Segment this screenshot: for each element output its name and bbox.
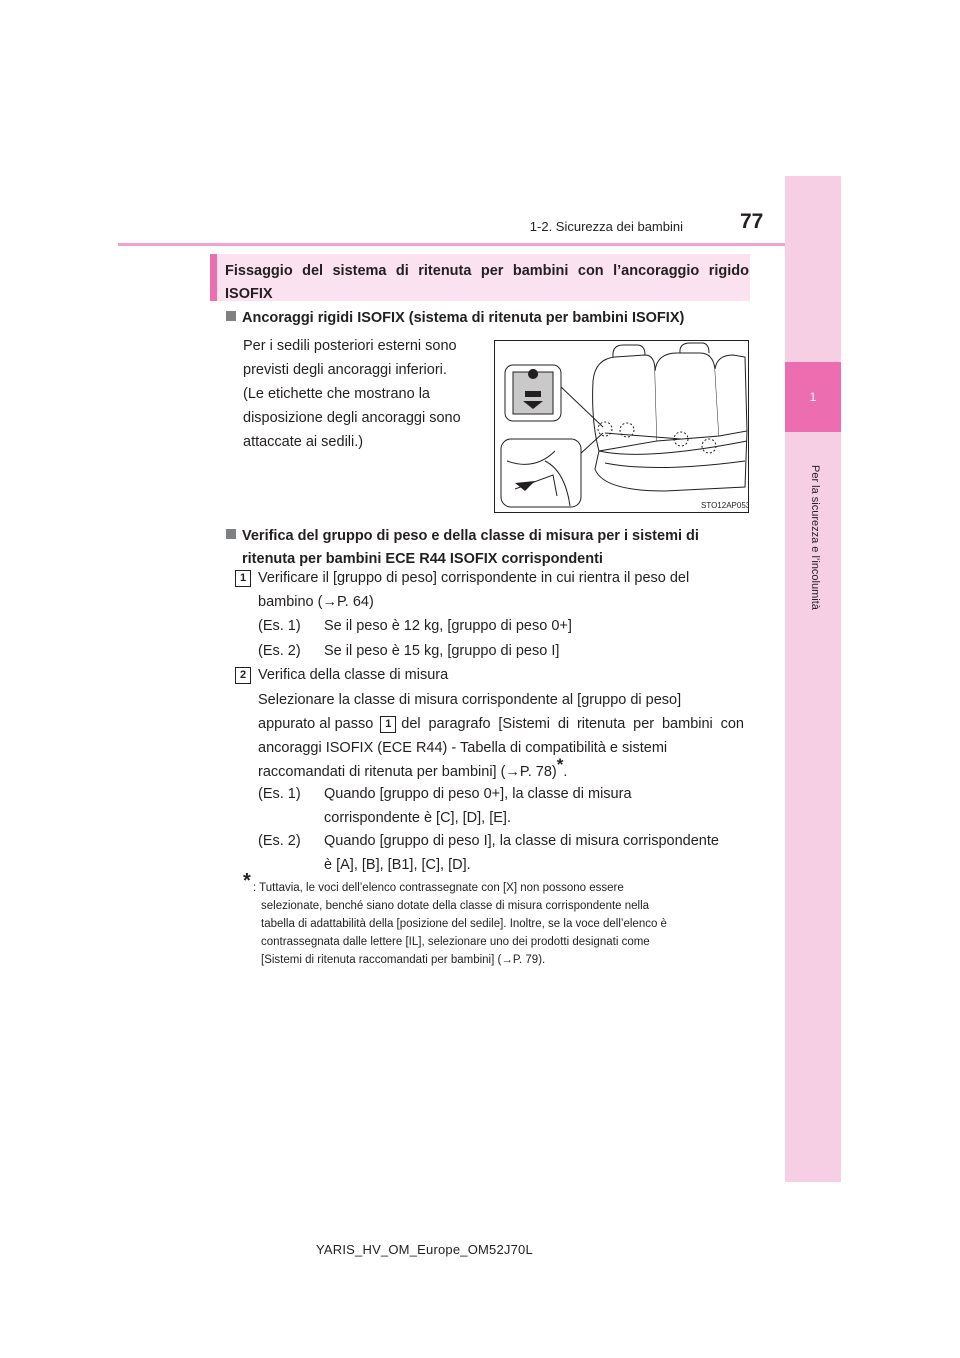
step2-example-1 bbox=[258, 782, 744, 826]
step2-text bbox=[258, 688, 744, 784]
topic-title-box bbox=[210, 254, 750, 301]
text-fragment: raccomandati di ritenuta per bambini] (→P. 78) bbox=[258, 764, 557, 780]
text-line: bambino (→P. 64) bbox=[258, 594, 374, 610]
square-bullet-icon bbox=[226, 311, 236, 321]
section1-text bbox=[243, 334, 477, 454]
text-line: corrispondente è [C], [D], [E]. bbox=[324, 810, 511, 826]
text-line: è [A], [B], [B1], [C], [D]. bbox=[324, 857, 471, 873]
footnote-line: selezionate, benché siano dotate della classe di misura corrispondente nella bbox=[261, 900, 650, 912]
footnote bbox=[253, 879, 744, 969]
figure-code: STO12AP053 bbox=[701, 501, 748, 510]
rear-seat-drawing bbox=[495, 341, 748, 512]
step2-example-2 bbox=[258, 829, 744, 873]
topic-title: Fissaggio del sistema di ritenuta per bambini con l’ancoraggio rigido ISOFIX bbox=[225, 263, 749, 302]
step-number-2: 2 bbox=[235, 667, 251, 684]
inline-step-number: 1 bbox=[380, 716, 396, 733]
chapter-title: Per la sicurezza e l’incolumità bbox=[809, 465, 821, 610]
footnote-line: tabella di adattabilità della [posizione del sedile]. Inoltre, se la voce dell’elenco è bbox=[261, 918, 667, 930]
text-line: (Le etichette che mostrano la bbox=[243, 386, 430, 402]
header-rule bbox=[118, 243, 841, 246]
section2-heading-line: ritenuta per bambini ECE R44 ISOFIX corrispondenti bbox=[242, 551, 603, 567]
example-label: (Es. 1) bbox=[258, 786, 301, 802]
text-line: ancoraggi ISOFIX (ECE R44) - Tabella di compatibilità e sistemi bbox=[258, 740, 668, 756]
isofix-illustration bbox=[494, 340, 749, 513]
step2-title: Verifica della classe di misura bbox=[258, 667, 449, 683]
step1-example-1 bbox=[258, 614, 572, 638]
text-line: Quando [gruppo di peso 0+], la classe di misura bbox=[324, 786, 632, 802]
example-text: Se il peso è 12 kg, [gruppo di peso 0+] bbox=[324, 618, 572, 634]
page-number: 77 bbox=[740, 210, 764, 233]
example-label: (Es. 2) bbox=[258, 833, 301, 849]
document-code: YARIS_HV_OM_Europe_OM52J70L bbox=[316, 1242, 533, 1257]
text-line: disposizione degli ancoraggi sono bbox=[243, 410, 461, 426]
footnote-marker: * bbox=[556, 755, 564, 775]
chapter-number: 1 bbox=[809, 390, 817, 404]
section2-heading bbox=[226, 525, 750, 571]
example-label: (Es. 1) bbox=[258, 618, 301, 634]
chapter-number-tab bbox=[785, 362, 841, 432]
text-line: previsti degli ancoraggi inferiori. bbox=[243, 362, 447, 378]
text-fragment: . bbox=[563, 764, 568, 780]
text-line bbox=[258, 712, 744, 736]
text-line: Verificare il [gruppo di peso] corrispondente in cui rientra il peso del bbox=[258, 570, 690, 586]
text-fragment: del paragrafo [Sistemi di ritenuta per bambini con bbox=[401, 716, 744, 732]
section2-heading-line: Verifica del gruppo di peso e della classe di misura per i sistemi di bbox=[242, 528, 699, 544]
square-bullet-icon bbox=[226, 529, 236, 539]
text-line: Quando [gruppo di peso I], la classe di misura corrispondente bbox=[324, 833, 719, 849]
footnote-line: : Tuttavia, le voci dell’elenco contrassegnate con [X] non possono essere bbox=[253, 882, 624, 894]
footnote-line: contrassegnata dalle lettere [IL], selezionare uno dei prodotti designati come bbox=[261, 936, 650, 948]
step-number-1: 1 bbox=[235, 570, 251, 587]
text-fragment: appurato al passo bbox=[258, 716, 374, 732]
section-title: 1-2. Sicurezza dei bambini bbox=[529, 219, 683, 234]
step1-example-2 bbox=[258, 639, 560, 663]
text-line: Per i sedili posteriori esterni sono bbox=[243, 338, 457, 354]
text-line: Selezionare la classe di misura corrispondente al [gruppo di peso] bbox=[258, 692, 682, 708]
text-line: attaccate ai sedili.) bbox=[243, 434, 364, 450]
text-line bbox=[258, 755, 744, 784]
example-text: Se il peso è 15 kg, [gruppo di peso I] bbox=[324, 643, 560, 659]
example-label: (Es. 2) bbox=[258, 643, 301, 659]
section1-heading bbox=[226, 310, 684, 326]
step1-text bbox=[258, 566, 744, 614]
chapter-title-vertical bbox=[800, 465, 830, 695]
footnote-asterisk: * bbox=[243, 870, 251, 892]
section1-heading-text: Ancoraggi rigidi ISOFIX (sistema di ritenuta per bambini ISOFIX) bbox=[242, 310, 685, 326]
footnote-line: [Sistemi di ritenuta raccomandati per bambini] (→P. 79). bbox=[261, 954, 546, 966]
